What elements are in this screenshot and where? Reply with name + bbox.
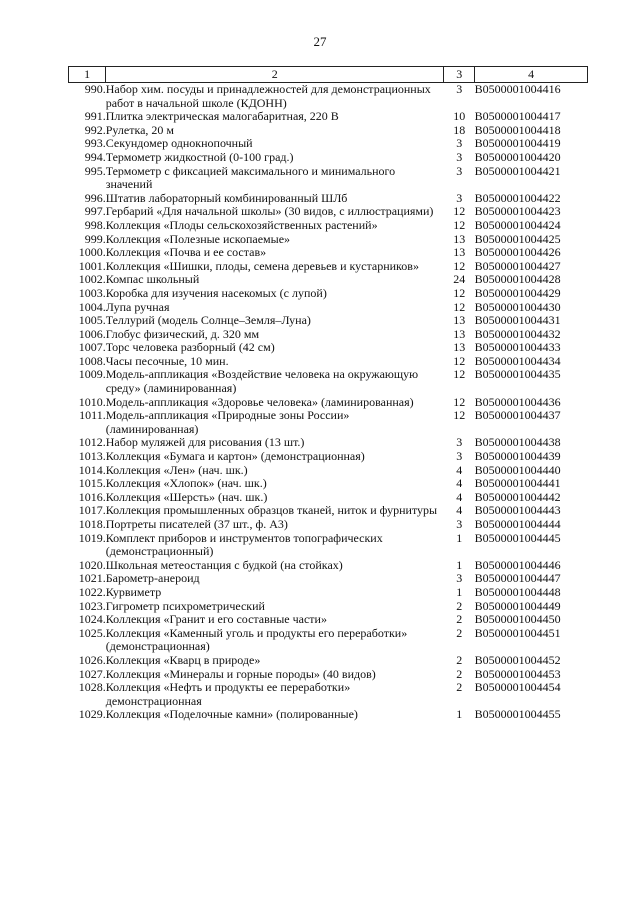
row-number: 1004. [78, 299, 106, 314]
row-number: 1026. [78, 652, 106, 667]
row-number: 1028. [78, 680, 106, 695]
item-name: Теллурий (модель Солнце–Земля–Луна) [105, 313, 311, 328]
table-row [69, 504, 588, 518]
item-code: В0500001004453 [474, 666, 561, 681]
item-name: Гигрометр психрометрический [105, 598, 265, 613]
table-row [69, 368, 588, 395]
item-quantity: 2 [456, 666, 463, 681]
row-number: 1024. [78, 612, 106, 627]
item-code: В0500001004444 [474, 517, 561, 531]
table-row [69, 341, 588, 355]
item-quantity: 13 [453, 245, 466, 260]
row-number: 991. [84, 109, 106, 124]
table-row [69, 586, 588, 600]
item-quantity: 2 [456, 625, 463, 640]
row-number: 1007. [78, 340, 106, 355]
header-col-2: 2 [106, 67, 444, 83]
table-row [69, 559, 588, 573]
item-quantity: 10 [453, 109, 466, 124]
item-code: В0500001004448 [474, 584, 561, 599]
item-quantity: 3 [456, 82, 463, 96]
item-code: В0500001004431 [474, 313, 561, 328]
item-name: Коллекция «Шишки, плоды, семена деревьев и кустарников» [105, 258, 419, 273]
item-name: Коллекция «Полезные ископаемые» [105, 231, 291, 246]
header-col-3: 3 [444, 67, 475, 83]
item-code: В0500001004439 [474, 449, 561, 464]
item-name: Коллекция «Нефть и продукты ее переработки» демонстрационная [105, 680, 351, 708]
item-code: В0500001004449 [474, 598, 561, 613]
item-quantity: 3 [456, 136, 463, 151]
row-number: 1001. [78, 258, 106, 273]
row-number: 995. [84, 163, 106, 178]
item-code: В0500001004425 [474, 231, 561, 246]
page-number: 27 [313, 34, 327, 49]
item-quantity: 1 [456, 530, 463, 545]
item-quantity: 13 [453, 326, 466, 341]
item-name: Набор муляжей для рисования (13 шт.) [105, 435, 305, 450]
row-number: 1016. [78, 489, 106, 504]
table-row [69, 137, 588, 151]
item-name: Секундомер однокнопочный [105, 136, 253, 151]
item-code: В0500001004423 [474, 204, 561, 219]
row-number: 998. [84, 217, 106, 232]
row-number: 1029. [78, 707, 106, 722]
row-number: 1017. [78, 503, 106, 518]
item-code: В0500001004445 [474, 530, 561, 545]
item-name: Лупа ручная [105, 299, 170, 314]
item-name: Коллекция «Каменный уголь и продукты его переработки» (демонстрационная) [105, 625, 408, 654]
item-code: В0500001004442 [474, 489, 561, 504]
row-number: 992. [84, 122, 106, 137]
item-code: В0500001004417 [474, 109, 561, 124]
item-name: Термометр жидкостной (0-100 град.) [105, 149, 294, 164]
item-code: В0500001004436 [474, 394, 561, 409]
item-code: В0500001004438 [474, 435, 561, 450]
table-row [69, 491, 588, 505]
item-code: В0500001004455 [474, 707, 561, 722]
row-number: 1005. [78, 313, 106, 328]
item-code: В0500001004443 [474, 503, 561, 518]
item-code: В0500001004433 [474, 340, 561, 355]
table-row [69, 260, 588, 274]
row-number: 1021. [78, 571, 106, 586]
item-name: Курвиметр [105, 584, 162, 599]
item-name: Модель-аппликация «Природные зоны России» (ламинированная) [105, 408, 350, 436]
row-number: 996. [84, 190, 106, 205]
item-quantity: 12 [453, 367, 466, 382]
table-row [69, 83, 588, 111]
item-quantity: 3 [456, 190, 463, 205]
row-number: 1000. [78, 245, 106, 260]
item-name: Коллекция «Поделочные камни» (полированные) [105, 707, 358, 722]
item-name: Школьная метеостанция с будкой (на стойках) [105, 557, 343, 572]
table-body [69, 83, 588, 722]
table-row [69, 532, 588, 559]
table-row [69, 328, 588, 342]
item-name: Компас школьный [105, 272, 200, 287]
table-row [69, 287, 588, 301]
row-number: 1025. [78, 625, 106, 640]
table-row [69, 572, 588, 586]
row-number: 1022. [78, 584, 106, 599]
item-name: Коллекция «Почва и ее состав» [105, 245, 267, 260]
table-row [69, 355, 588, 369]
table-row [69, 233, 588, 247]
row-number: 1012. [78, 435, 106, 450]
item-code: В0500001004421 [474, 163, 561, 178]
item-quantity: 12 [453, 299, 466, 314]
item-quantity: 4 [456, 462, 463, 477]
item-quantity: 24 [453, 272, 466, 287]
row-number: 1002. [78, 272, 106, 287]
row-number: 1019. [78, 530, 106, 545]
item-code: В0500001004420 [474, 149, 561, 164]
item-name: Портреты писателей (37 шт., ф. А3) [105, 517, 288, 531]
item-quantity: 1 [456, 707, 463, 722]
item-code: В0500001004418 [474, 122, 561, 137]
item-code: В0500001004426 [474, 245, 561, 260]
item-name: Штатив лабораторный комбинированный ШЛб [105, 190, 348, 205]
table-row [69, 668, 588, 682]
item-name: Рулетка, 20 м [105, 122, 175, 137]
item-name: Модель-аппликация «Воздействие человека на окружающую среду» (ламинированная) [105, 367, 419, 396]
row-number: 1014. [78, 462, 106, 477]
row-number: 1010. [78, 394, 106, 409]
item-quantity: 13 [453, 340, 466, 355]
item-quantity: 13 [453, 313, 466, 328]
item-quantity: 2 [456, 652, 463, 667]
table-row [69, 301, 588, 315]
row-number: 993. [84, 136, 106, 151]
row-number: 1009. [78, 367, 106, 382]
item-quantity: 12 [453, 353, 466, 368]
row-number: 1020. [78, 557, 106, 572]
row-number: 1003. [78, 285, 106, 300]
row-number: 1027. [78, 666, 106, 681]
table-row [69, 600, 588, 614]
item-code: В0500001004424 [474, 217, 561, 232]
table-row [69, 613, 588, 627]
table-row [69, 477, 588, 491]
item-quantity: 3 [456, 517, 463, 531]
item-name: Набор хим. посуды и принадлежностей для демонстрационных работ в начальной школе (КДОНН) [105, 82, 431, 110]
table-row [69, 151, 588, 165]
item-code: В0500001004429 [474, 285, 561, 300]
item-quantity: 3 [456, 571, 463, 586]
table-row [69, 708, 588, 722]
row-number: 997. [84, 204, 106, 219]
item-quantity: 12 [453, 285, 466, 300]
item-quantity: 2 [456, 612, 463, 627]
item-quantity: 13 [453, 231, 466, 246]
item-quantity: 3 [456, 149, 463, 164]
item-code: В0500001004437 [474, 408, 561, 423]
table-row [69, 396, 588, 410]
item-code: В0500001004430 [474, 299, 561, 314]
item-quantity: 18 [453, 122, 466, 137]
item-code: В0500001004428 [474, 272, 561, 287]
item-code: В0500001004422 [474, 190, 561, 205]
table-row [69, 518, 588, 532]
table-row [69, 246, 588, 260]
table-row [69, 192, 588, 206]
item-code: В0500001004450 [474, 612, 561, 627]
item-quantity: 12 [453, 408, 466, 423]
row-number: 1015. [78, 476, 106, 491]
table-row [69, 124, 588, 138]
table-row [69, 436, 588, 450]
item-name: Коллекция «Плоды сельскохозяйственных растений» [105, 217, 378, 232]
row-number: 994. [84, 149, 106, 164]
table-row [69, 110, 588, 124]
table-row [69, 681, 588, 708]
item-quantity: 3 [456, 163, 463, 178]
header-col-1: 1 [69, 67, 106, 83]
row-number: 1018. [78, 517, 106, 531]
table-header [69, 67, 588, 83]
item-quantity: 3 [456, 435, 463, 450]
item-name: Плитка электрическая малогабаритная, 220 В [105, 109, 339, 124]
item-quantity: 12 [453, 217, 466, 232]
item-code: В0500001004419 [474, 136, 561, 151]
item-name: Модель-аппликация «Здоровье человека» (ламинированная) [105, 394, 414, 409]
row-number: 1006. [78, 326, 106, 341]
table-row [69, 314, 588, 328]
table-row [69, 165, 588, 192]
item-quantity: 1 [456, 557, 463, 572]
item-name: Коробка для изучения насекомых (с лупой) [105, 285, 327, 300]
item-name: Гербарий «Для начальной школы» (30 видов, с иллюстрациями) [105, 204, 434, 219]
item-name: Коллекция промышленных образцов тканей, ниток и фурнитуры [105, 503, 438, 518]
row-number: 1023. [78, 598, 106, 613]
row-number: 990. [84, 82, 106, 96]
header-col-4: 4 [475, 67, 588, 83]
item-code: В0500001004441 [474, 476, 561, 491]
item-name: Коллекция «Лен» (нач. шк.) [105, 462, 248, 477]
item-code: В0500001004451 [474, 625, 561, 640]
item-code: В0500001004454 [474, 680, 561, 695]
table-row [69, 464, 588, 478]
item-quantity: 1 [456, 584, 463, 599]
item-name: Барометр-анероид [105, 571, 200, 586]
item-name: Часы песочные, 10 мин. [105, 353, 229, 368]
item-code: В0500001004427 [474, 258, 561, 273]
item-name: Коллекция «Бумага и картон» (демонстрационная) [105, 449, 365, 464]
item-name: Термометр с фиксацией максимального и минимального значений [105, 163, 396, 192]
item-name: Коллекция «Шерсть» (нач. шк.) [105, 489, 268, 504]
inventory-table [68, 66, 588, 722]
table-row [69, 409, 588, 436]
row-number: 999. [84, 231, 106, 246]
row-number: 1013. [78, 449, 106, 464]
item-code: В0500001004432 [474, 326, 561, 341]
item-quantity: 12 [453, 204, 466, 219]
item-name: Коллекция «Кварц в природе» [105, 652, 261, 667]
item-quantity: 4 [456, 476, 463, 491]
table-row [69, 273, 588, 287]
item-quantity: 2 [456, 598, 463, 613]
item-code: В0500001004416 [474, 82, 561, 96]
table-row [69, 627, 588, 654]
item-quantity: 12 [453, 258, 466, 273]
item-code: В0500001004435 [474, 367, 561, 382]
item-name: Коллекция «Гранит и его составные части» [105, 612, 327, 627]
item-code: В0500001004452 [474, 652, 561, 667]
item-quantity: 4 [456, 503, 463, 518]
item-name: Глобус физический, д. 320 мм [105, 326, 260, 341]
row-number: 1008. [78, 353, 106, 368]
item-quantity: 2 [456, 680, 463, 695]
table-row [69, 450, 588, 464]
item-name: Коллекция «Минералы и горные породы» (40 видов) [105, 666, 376, 681]
item-name: Торс человека разборный (42 см) [105, 340, 275, 355]
item-code: В0500001004446 [474, 557, 561, 572]
item-code: В0500001004447 [474, 571, 561, 586]
item-code: В0500001004440 [474, 462, 561, 477]
item-quantity: 4 [456, 489, 463, 504]
item-quantity: 3 [456, 449, 463, 464]
header-row [69, 67, 588, 83]
table-row [69, 205, 588, 219]
table-row [69, 654, 588, 668]
item-quantity: 12 [453, 394, 466, 409]
item-name: Коллекция «Хлопок» (нач. шк.) [105, 476, 267, 491]
item-code: В0500001004434 [474, 353, 561, 368]
row-number: 1011. [79, 408, 106, 423]
item-name: Комплект приборов и инструментов топографических (демонстрационный) [105, 530, 383, 559]
table-row [69, 219, 588, 233]
